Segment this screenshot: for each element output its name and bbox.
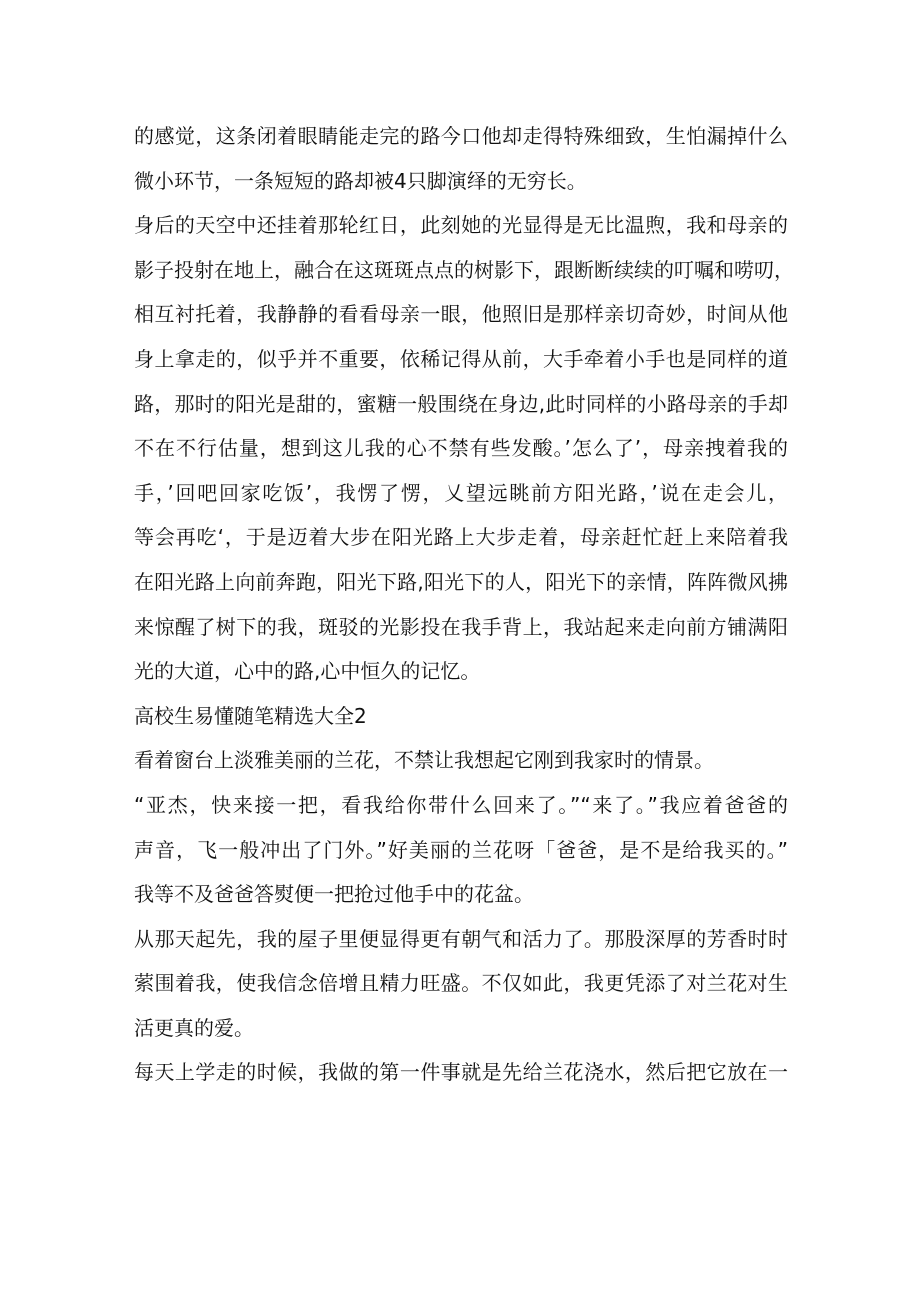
text-line: 活更真的爱。 (134, 1015, 254, 1040)
text-line: 从那天起先，我的屋子里便显得更有朝气和活力了。那股深厚的芳香时时 (134, 926, 788, 951)
text-line: 等会再吃‘，于是迈着大步在阳光路上大步走着，母亲赶忙赶上来陪着我 (134, 525, 788, 550)
text-line: 看着窗台上淡雅美丽的兰花，不禁让我想起它刚到我家时的情景。 (134, 748, 714, 773)
text-line: 相互衬托着，我静静的看看母亲一眼，他照旧是那样亲切奇妙，时间从他 (134, 302, 788, 327)
text-line: 不在不行估量，想到这儿我的心不禁有些发酸。’怎么了’，母亲拽着我的 (134, 436, 788, 461)
paragraph-3 (134, 738, 794, 783)
section-heading (134, 694, 794, 739)
text-line: 每天上学走的时候，我做的第一件事就是先给兰花浇水，然后把它放在一 (134, 1060, 788, 1085)
text-line: 路，那时的阳光是甜的，蜜糖一般围绕在身边,此时同样的小路母亲的手却 (134, 391, 788, 416)
text-line: 身上拿走的，似乎并不重要，依稀记得从前，大手牵着小手也是同样的道 (134, 346, 788, 371)
text-line: 身后的天空中还挂着那轮红日，此刻她的光显得是无比温煦，我和母亲的 (134, 213, 788, 238)
text-line: 在阳光路上向前奔跑，阳光下路,阳光下的人，阳光下的亲情，阵阵微风拂 (134, 569, 788, 594)
document-body (134, 114, 794, 1095)
text-line: 微小环节，一条短短的路却被4只脚演绎的无穷长。 (134, 168, 587, 193)
text-line: 光的大道，心中的路,心中恒久的记忆。 (134, 659, 481, 684)
text-line: 影子投射在地上，融合在这斑斑点点的树影下，跟断断续续的叮嘱和唠叨， (134, 257, 794, 282)
paragraph-2 (134, 203, 794, 694)
paragraph-5 (134, 917, 794, 1051)
text-line: 声音，飞一般冲出了门外。”好美丽的兰花呀「爸爸，是不是给我买的。” (134, 837, 788, 862)
text-line: 的感觉，这条闭着眼睛能走完的路今口他却走得特殊细致，生怕漏掉什么 (134, 124, 788, 148)
paragraph-4 (134, 783, 794, 917)
text-line: 来惊醒了树下的我，斑驳的光影投在我手背上，我站起来走向前方铺满阳 (134, 614, 788, 639)
paragraph-1 (134, 114, 794, 203)
text-line: 我等不及爸爸答熨便一把抢过他手中的花盆。 (134, 882, 534, 907)
text-line: 萦围着我，使我信念倍增且精力旺盛。不仅如此，我更凭添了对兰花对生 (134, 971, 788, 996)
text-line: 手，’回吧回家吃饭’，我愣了愣，乂望远眺前方阳光路，’说在走会儿， (134, 480, 788, 505)
heading-text: 高校生易懂随笔精选大全2 (134, 703, 367, 728)
text-line: “亚杰，快来接一把，看我给你带什么回来了。”“来了。”我应着爸爸的 (134, 792, 788, 817)
paragraph-6 (134, 1050, 794, 1095)
